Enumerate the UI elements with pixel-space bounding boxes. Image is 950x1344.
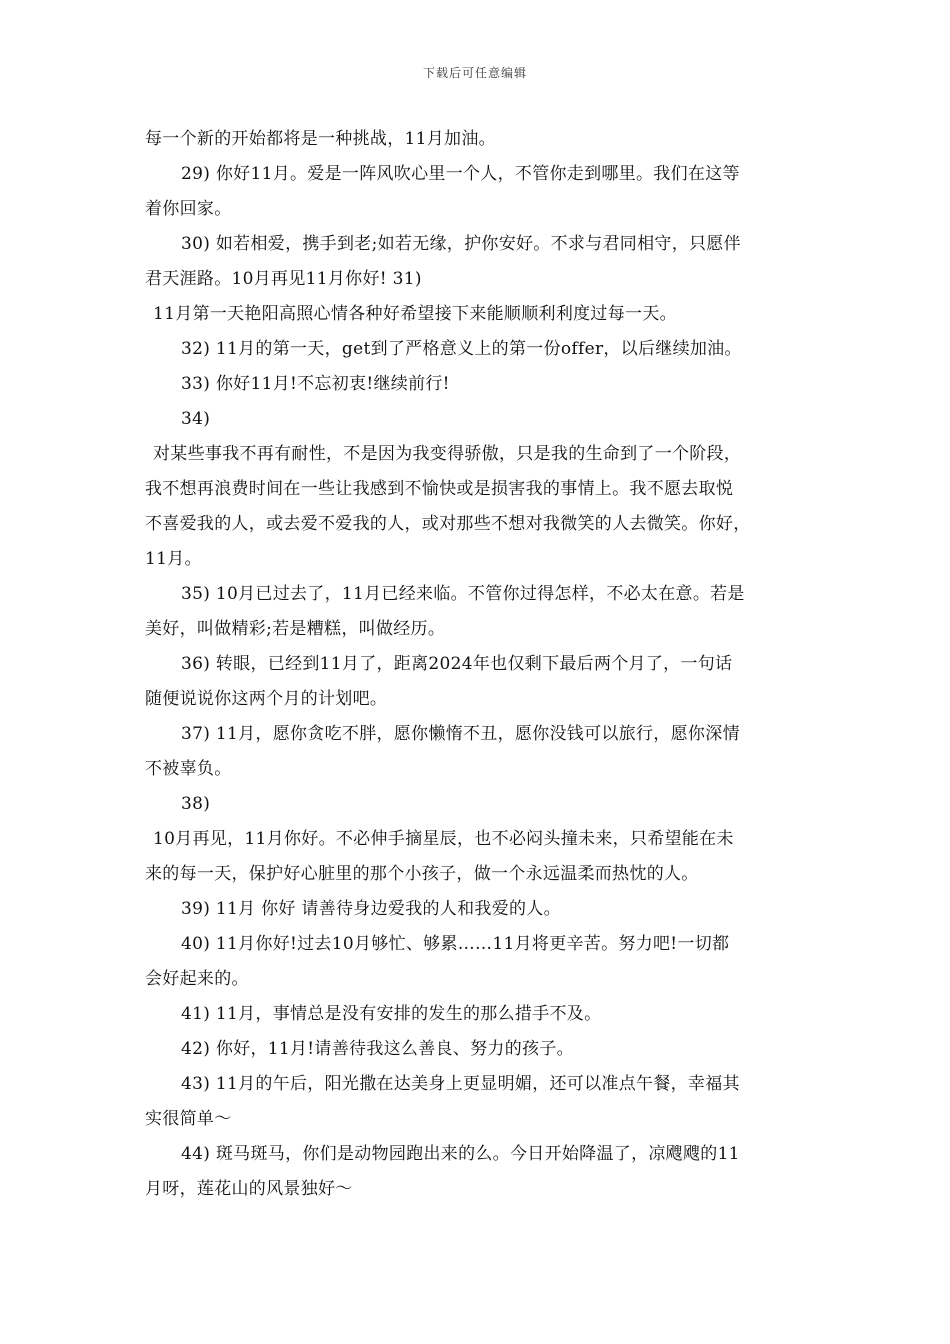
document-body [145, 122, 825, 1207]
list-item-39: 39) 11月 你好 请善待身边爱我的人和我爱的人。 [181, 899, 561, 919]
list-item-41: 41) 11月，事情总是没有安排的发生的那么措手不及。 [181, 1004, 602, 1024]
list-item-33: 33) 你好11月!不忘初衷!继续前行! [181, 374, 450, 394]
list-item-37: 37) 11月，愿你贪吃不胖，愿你懒惰不丑，愿你没钱可以旅行，愿你深情 [181, 724, 740, 744]
text-line: 我不想再浪费时间在一些让我感到不愉快或是损害我的事情上。我不愿去取悦 [145, 479, 734, 499]
list-item-44: 44) 斑马斑马，你们是动物园跑出来的么。今日开始降温了，凉飕飕的11 [181, 1144, 740, 1164]
text-line: 每一个新的开始都将是一种挑战，11月加油。 [145, 129, 496, 149]
text-line: 11月。 [145, 549, 202, 569]
list-item-36: 36) 转眼，已经到11月了，距离2024年也仅剩下最后两个月了，一句话 [181, 654, 733, 674]
list-item-43: 43) 11月的午后，阳光撒在达美身上更显明媚，还可以准点午餐，幸福其 [181, 1074, 740, 1094]
list-item-35: 35) 10月已过去了，11月已经来临。不管你过得怎样，不必太在意。若是 [181, 584, 745, 604]
text-line: 10月再见，11月你好。不必伸手摘星辰，也不必闷头撞未来，只希望能在未 [153, 829, 734, 849]
list-item-30: 30) 如若相爱，携手到老;如若无缘，护你安好。不求与君同相守，只愿伴 [181, 234, 741, 254]
list-item-38: 38) [181, 794, 211, 814]
page-header-note: 下载后可任意编辑 [422, 66, 527, 80]
list-item-32: 32) 11月的第一天，get到了严格意义上的第一份offer，以后继续加油。 [181, 339, 742, 359]
list-item-34: 34) [181, 409, 211, 429]
text-line: 不被辜负。 [145, 759, 232, 779]
text-line: 11月第一天艳阳高照心情各种好希望接下来能顺顺利利度过每一天。 [153, 304, 677, 324]
list-item-42: 42) 你好，11月!请善待我这么善良、努力的孩子。 [181, 1039, 574, 1059]
text-line: 君天涯路。10月再见11月你好! 31) [145, 269, 422, 289]
text-line: 会好起来的。 [145, 969, 249, 989]
text-line: 对某些事我不再有耐性，不是因为我变得骄傲，只是我的生命到了一个阶段， [153, 444, 742, 464]
text-line: 来的每一天，保护好心脏里的那个小孩子，做一个永远温柔而热忱的人。 [145, 864, 699, 884]
list-item-40: 40) 11月你好!过去10月够忙、够累……11月将更辛苦。努力吧!一切都 [181, 934, 730, 954]
text-line: 实很简单～ [145, 1109, 232, 1129]
text-line: 不喜爱我的人，或去爱不爱我的人，或对那些不想对我微笑的人去微笑。你好， [145, 514, 751, 534]
text-line: 着你回家。 [145, 199, 232, 219]
text-line: 美好，叫做精彩;若是糟糕，叫做经历。 [145, 619, 446, 639]
text-line: 随便说说你这两个月的计划吧。 [145, 689, 388, 709]
list-item-29: 29) 你好11月。爱是一阵风吹心里一个人，不管你走到哪里。我们在这等 [181, 164, 740, 184]
text-line: 月呀，莲花山的风景独好～ [145, 1179, 353, 1199]
